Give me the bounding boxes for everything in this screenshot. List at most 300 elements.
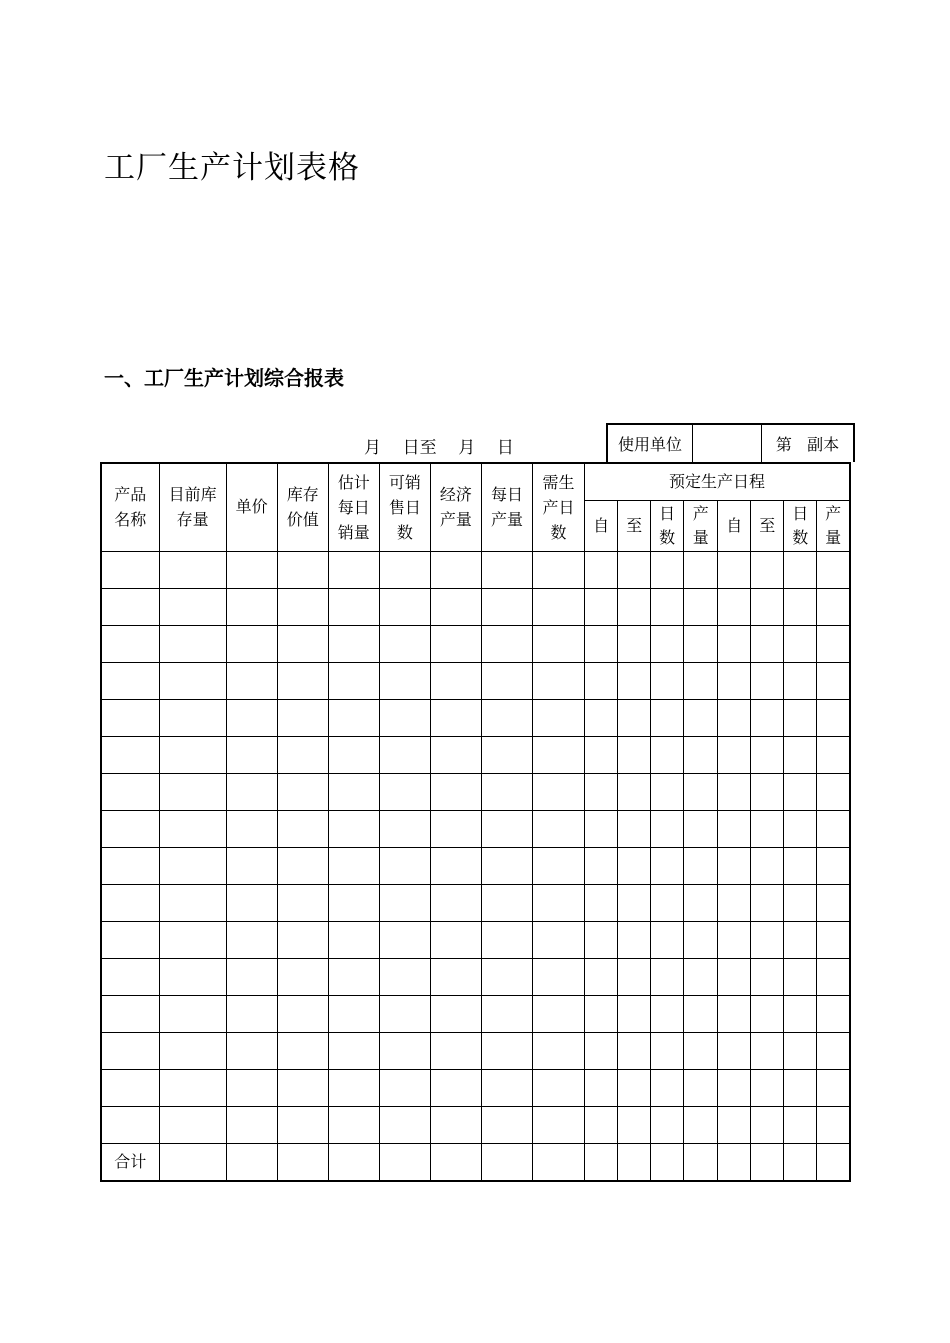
table-cell[interactable]: [226, 995, 277, 1032]
table-cell[interactable]: [684, 847, 718, 884]
table-cell[interactable]: [684, 736, 718, 773]
table-cell[interactable]: [585, 1106, 618, 1143]
table-cell[interactable]: [159, 995, 226, 1032]
table-cell[interactable]: [226, 847, 277, 884]
header-schedule-from-2: 自: [718, 500, 751, 551]
table-cell[interactable]: [618, 1069, 651, 1106]
table-cell[interactable]: [159, 884, 226, 921]
table-cell[interactable]: [226, 1032, 277, 1069]
table-cell[interactable]: [684, 884, 718, 921]
table-cell[interactable]: [817, 1106, 850, 1143]
table-cell[interactable]: [277, 995, 328, 1032]
table-cell[interactable]: [784, 625, 817, 662]
table-cell[interactable]: [430, 773, 481, 810]
table-cell[interactable]: [751, 662, 784, 699]
table-cell[interactable]: [481, 1106, 532, 1143]
table-cell[interactable]: [159, 588, 226, 625]
table-cell[interactable]: [481, 625, 532, 662]
table-cell[interactable]: [159, 1069, 226, 1106]
table-cell[interactable]: [430, 699, 481, 736]
table-cell[interactable]: [751, 958, 784, 995]
table-cell[interactable]: [481, 884, 532, 921]
table-cell[interactable]: [101, 1069, 159, 1106]
table-cell[interactable]: [684, 773, 718, 810]
table-cell[interactable]: [585, 662, 618, 699]
table-cell[interactable]: [751, 884, 784, 921]
table-cell[interactable]: [618, 588, 651, 625]
table-cell[interactable]: [101, 1032, 159, 1069]
table-cell[interactable]: [651, 1032, 684, 1069]
table-cell[interactable]: [328, 1106, 379, 1143]
table-cell[interactable]: [651, 625, 684, 662]
table-cell[interactable]: [379, 773, 430, 810]
header-economic-output: 经济产量: [430, 463, 481, 551]
table-cell[interactable]: [277, 1032, 328, 1069]
header-daily-output: 每日产量: [481, 463, 532, 551]
table-cell[interactable]: [226, 884, 277, 921]
table-row: [101, 958, 850, 995]
table-cell[interactable]: [784, 736, 817, 773]
table-cell[interactable]: [533, 847, 585, 884]
table-cell[interactable]: [718, 699, 751, 736]
table-cell[interactable]: [817, 958, 850, 995]
table-cell[interactable]: [533, 810, 585, 847]
table-cell[interactable]: [784, 1106, 817, 1143]
table-cell[interactable]: [379, 921, 430, 958]
table-cell[interactable]: [533, 1069, 585, 1106]
table-cell[interactable]: [159, 699, 226, 736]
table-cell[interactable]: [585, 995, 618, 1032]
table-cell[interactable]: [585, 884, 618, 921]
table-cell[interactable]: [533, 773, 585, 810]
total-cell[interactable]: [817, 1143, 850, 1181]
table-cell[interactable]: [751, 551, 784, 588]
table-cell[interactable]: [533, 662, 585, 699]
table-cell[interactable]: [618, 625, 651, 662]
table-cell[interactable]: [585, 1032, 618, 1069]
table-cell[interactable]: [379, 588, 430, 625]
table-cell[interactable]: [618, 736, 651, 773]
table-cell[interactable]: [784, 662, 817, 699]
table-cell[interactable]: [817, 921, 850, 958]
unit-value-field[interactable]: [692, 425, 761, 462]
table-cell[interactable]: [101, 921, 159, 958]
table-cell[interactable]: [101, 736, 159, 773]
table-cell[interactable]: [618, 958, 651, 995]
table-cell[interactable]: [751, 625, 784, 662]
table-cell[interactable]: [101, 995, 159, 1032]
table-cell[interactable]: [328, 699, 379, 736]
table-cell[interactable]: [751, 847, 784, 884]
table-cell[interactable]: [328, 884, 379, 921]
table-cell[interactable]: [277, 773, 328, 810]
table-cell[interactable]: [430, 588, 481, 625]
table-cell[interactable]: [651, 958, 684, 995]
table-cell[interactable]: [277, 588, 328, 625]
table-cell[interactable]: [684, 921, 718, 958]
total-cell[interactable]: [430, 1143, 481, 1181]
table-cell[interactable]: [817, 1032, 850, 1069]
table-cell[interactable]: [379, 699, 430, 736]
table-cell[interactable]: [379, 1069, 430, 1106]
table-cell[interactable]: [817, 625, 850, 662]
table-cell[interactable]: [718, 1106, 751, 1143]
table-row: [101, 699, 850, 736]
table-cell[interactable]: [159, 921, 226, 958]
table-cell[interactable]: [159, 662, 226, 699]
table-cell[interactable]: [817, 884, 850, 921]
table-cell[interactable]: [328, 773, 379, 810]
table-cell[interactable]: [430, 736, 481, 773]
table-cell[interactable]: [277, 884, 328, 921]
table-cell[interactable]: [226, 921, 277, 958]
table-cell[interactable]: [585, 958, 618, 995]
table-cell[interactable]: [481, 921, 532, 958]
table-cell[interactable]: [101, 958, 159, 995]
table-cell[interactable]: [533, 588, 585, 625]
table-cell[interactable]: [817, 773, 850, 810]
table-cell[interactable]: [277, 958, 328, 995]
table-cell[interactable]: [481, 736, 532, 773]
table-cell[interactable]: [277, 810, 328, 847]
table-cell[interactable]: [751, 995, 784, 1032]
table-cell[interactable]: [277, 847, 328, 884]
table-cell[interactable]: [277, 1106, 328, 1143]
table-cell[interactable]: [379, 884, 430, 921]
table-cell[interactable]: [585, 551, 618, 588]
table-cell[interactable]: [430, 847, 481, 884]
table-cell[interactable]: [784, 995, 817, 1032]
table-cell[interactable]: [751, 588, 784, 625]
table-cell[interactable]: [585, 847, 618, 884]
total-cell[interactable]: [751, 1143, 784, 1181]
table-cell[interactable]: [751, 773, 784, 810]
table-cell[interactable]: [481, 995, 532, 1032]
table-cell[interactable]: [585, 1069, 618, 1106]
table-cell[interactable]: [379, 995, 430, 1032]
table-cell[interactable]: [430, 810, 481, 847]
table-cell[interactable]: [651, 810, 684, 847]
table-cell[interactable]: [533, 551, 585, 588]
table-cell[interactable]: [817, 847, 850, 884]
table-cell[interactable]: [585, 921, 618, 958]
table-cell[interactable]: [277, 736, 328, 773]
total-cell[interactable]: [226, 1143, 277, 1181]
table-cell[interactable]: [277, 625, 328, 662]
table-cell[interactable]: [718, 736, 751, 773]
table-cell[interactable]: [533, 921, 585, 958]
table-cell[interactable]: [226, 958, 277, 995]
table-cell[interactable]: [101, 662, 159, 699]
table-cell[interactable]: [481, 588, 532, 625]
table-cell[interactable]: [101, 810, 159, 847]
table-cell[interactable]: [481, 847, 532, 884]
total-cell[interactable]: [585, 1143, 618, 1181]
table-cell[interactable]: [784, 884, 817, 921]
table-cell[interactable]: [817, 1069, 850, 1106]
table-cell[interactable]: [277, 699, 328, 736]
table-cell[interactable]: [226, 588, 277, 625]
table-cell[interactable]: [784, 958, 817, 995]
table-cell[interactable]: [430, 551, 481, 588]
table-cell[interactable]: [784, 551, 817, 588]
table-cell[interactable]: [651, 773, 684, 810]
table-cell[interactable]: [751, 1032, 784, 1069]
table-cell[interactable]: [718, 958, 751, 995]
table-cell[interactable]: [226, 1069, 277, 1106]
table-cell[interactable]: [784, 1069, 817, 1106]
table-cell[interactable]: [277, 662, 328, 699]
table-cell[interactable]: [784, 588, 817, 625]
table-cell[interactable]: [277, 551, 328, 588]
table-cell[interactable]: [101, 625, 159, 662]
table-cell[interactable]: [430, 1106, 481, 1143]
table-cell[interactable]: [817, 699, 850, 736]
table-cell[interactable]: [751, 699, 784, 736]
table-cell[interactable]: [277, 921, 328, 958]
table-cell[interactable]: [585, 588, 618, 625]
table-cell[interactable]: [379, 847, 430, 884]
table-cell[interactable]: [328, 958, 379, 995]
table-cell[interactable]: [328, 588, 379, 625]
table-cell[interactable]: [585, 810, 618, 847]
table-cell[interactable]: [718, 921, 751, 958]
table-cell[interactable]: [379, 1032, 430, 1069]
table-cell[interactable]: [379, 958, 430, 995]
table-cell[interactable]: [226, 810, 277, 847]
table-cell[interactable]: [533, 625, 585, 662]
table-cell[interactable]: [159, 773, 226, 810]
table-cell[interactable]: [328, 1032, 379, 1069]
table-cell[interactable]: [684, 995, 718, 1032]
table-cell[interactable]: [226, 625, 277, 662]
total-cell[interactable]: [379, 1143, 430, 1181]
table-cell[interactable]: [585, 773, 618, 810]
table-cell[interactable]: [379, 625, 430, 662]
table-cell[interactable]: [430, 662, 481, 699]
table-cell[interactable]: [718, 847, 751, 884]
table-cell[interactable]: [226, 736, 277, 773]
table-cell[interactable]: [784, 699, 817, 736]
total-cell[interactable]: [684, 1143, 718, 1181]
table-cell[interactable]: [684, 1069, 718, 1106]
table-cell[interactable]: [651, 884, 684, 921]
table-cell[interactable]: [718, 551, 751, 588]
table-cell[interactable]: [684, 699, 718, 736]
table-cell[interactable]: [618, 810, 651, 847]
table-cell[interactable]: [328, 810, 379, 847]
table-row: [101, 551, 850, 588]
table-cell[interactable]: [718, 884, 751, 921]
table-cell[interactable]: [101, 588, 159, 625]
table-cell[interactable]: [328, 1069, 379, 1106]
total-cell[interactable]: [159, 1143, 226, 1181]
table-cell[interactable]: [585, 736, 618, 773]
table-cell[interactable]: [328, 995, 379, 1032]
table-cell[interactable]: [328, 736, 379, 773]
table-cell[interactable]: [159, 1032, 226, 1069]
table-cell[interactable]: [481, 551, 532, 588]
table-cell[interactable]: [651, 551, 684, 588]
table-cell[interactable]: [684, 551, 718, 588]
table-cell[interactable]: [684, 662, 718, 699]
table-cell[interactable]: [430, 1069, 481, 1106]
table-cell[interactable]: [817, 736, 850, 773]
table-cell[interactable]: [784, 810, 817, 847]
table-cell[interactable]: [159, 551, 226, 588]
table-cell[interactable]: [651, 1106, 684, 1143]
table-cell[interactable]: [481, 699, 532, 736]
table-cell[interactable]: [226, 773, 277, 810]
table-cell[interactable]: [101, 699, 159, 736]
table-cell[interactable]: [226, 662, 277, 699]
table-cell[interactable]: [718, 810, 751, 847]
table-cell[interactable]: [718, 1069, 751, 1106]
table-cell[interactable]: [430, 958, 481, 995]
table-cell[interactable]: [751, 736, 784, 773]
table-cell[interactable]: [585, 625, 618, 662]
table-cell[interactable]: [481, 1032, 532, 1069]
table-cell[interactable]: [651, 921, 684, 958]
table-cell[interactable]: [684, 1032, 718, 1069]
table-cell[interactable]: [618, 699, 651, 736]
table-cell[interactable]: [328, 847, 379, 884]
date-range: 月 日至 月 日: [364, 438, 514, 458]
table-cell[interactable]: [618, 995, 651, 1032]
table-cell[interactable]: [379, 662, 430, 699]
table-cell[interactable]: [684, 958, 718, 995]
table-cell[interactable]: [159, 1106, 226, 1143]
total-cell[interactable]: [784, 1143, 817, 1181]
table-cell[interactable]: [533, 1106, 585, 1143]
table-cell[interactable]: [430, 1032, 481, 1069]
table-cell[interactable]: [533, 884, 585, 921]
total-cell[interactable]: [718, 1143, 751, 1181]
total-cell[interactable]: [481, 1143, 532, 1181]
header-schedule-days-2: 日数: [784, 500, 817, 551]
table-cell[interactable]: [533, 958, 585, 995]
total-cell[interactable]: [651, 1143, 684, 1181]
table-cell[interactable]: [751, 1106, 784, 1143]
header-est-daily-sales: 估计每日销量: [328, 463, 379, 551]
table-cell[interactable]: [533, 1032, 585, 1069]
table-cell[interactable]: [718, 995, 751, 1032]
table-cell[interactable]: [817, 551, 850, 588]
table-cell[interactable]: [159, 736, 226, 773]
table-cell[interactable]: [101, 773, 159, 810]
table-cell[interactable]: [226, 551, 277, 588]
table-cell[interactable]: [101, 551, 159, 588]
total-cell[interactable]: [533, 1143, 585, 1181]
table-cell[interactable]: [684, 625, 718, 662]
table-cell[interactable]: [430, 921, 481, 958]
table-cell[interactable]: [718, 588, 751, 625]
table-cell[interactable]: [618, 662, 651, 699]
header-schedule-days-1: 日数: [651, 500, 684, 551]
table-cell[interactable]: [379, 736, 430, 773]
table-cell[interactable]: [481, 958, 532, 995]
table-cell[interactable]: [159, 810, 226, 847]
table-cell[interactable]: [481, 1069, 532, 1106]
table-cell[interactable]: [585, 699, 618, 736]
total-cell[interactable]: [328, 1143, 379, 1181]
table-cell[interactable]: [533, 699, 585, 736]
table-cell[interactable]: [379, 551, 430, 588]
table-cell[interactable]: [159, 847, 226, 884]
table-cell[interactable]: [618, 1106, 651, 1143]
table-cell[interactable]: [618, 847, 651, 884]
table-cell[interactable]: [618, 1032, 651, 1069]
table-cell[interactable]: [533, 995, 585, 1032]
table-cell[interactable]: [684, 810, 718, 847]
table-cell[interactable]: [651, 662, 684, 699]
table-cell[interactable]: [718, 773, 751, 810]
table-cell[interactable]: [101, 884, 159, 921]
table-cell[interactable]: [817, 810, 850, 847]
table-cell[interactable]: [784, 921, 817, 958]
table-cell[interactable]: [481, 810, 532, 847]
table-cell[interactable]: [684, 588, 718, 625]
table-cell[interactable]: [328, 662, 379, 699]
table-row: [101, 921, 850, 958]
table-cell[interactable]: [651, 588, 684, 625]
table-cell[interactable]: [651, 1069, 684, 1106]
table-cell[interactable]: [101, 1106, 159, 1143]
table-cell[interactable]: [718, 662, 751, 699]
table-cell[interactable]: [159, 958, 226, 995]
table-cell[interactable]: [784, 773, 817, 810]
table-cell[interactable]: [784, 847, 817, 884]
table-cell[interactable]: [651, 847, 684, 884]
table-cell[interactable]: [784, 1032, 817, 1069]
table-cell[interactable]: [226, 699, 277, 736]
table-cell[interactable]: [817, 588, 850, 625]
table-cell[interactable]: [751, 810, 784, 847]
table-cell[interactable]: [481, 662, 532, 699]
table-cell[interactable]: [618, 921, 651, 958]
table-cell[interactable]: [159, 625, 226, 662]
table-cell[interactable]: [328, 921, 379, 958]
table-cell[interactable]: [328, 625, 379, 662]
table-cell[interactable]: [651, 995, 684, 1032]
table-cell[interactable]: [430, 625, 481, 662]
table-cell[interactable]: [718, 625, 751, 662]
table-cell[interactable]: [618, 773, 651, 810]
total-cell[interactable]: [277, 1143, 328, 1181]
table-cell[interactable]: [379, 810, 430, 847]
table-cell[interactable]: [481, 773, 532, 810]
table-cell[interactable]: [328, 551, 379, 588]
table-cell[interactable]: [684, 1106, 718, 1143]
table-cell[interactable]: [277, 1069, 328, 1106]
table-cell[interactable]: [101, 847, 159, 884]
table-cell[interactable]: [618, 884, 651, 921]
table-cell[interactable]: [430, 884, 481, 921]
table-cell[interactable]: [651, 699, 684, 736]
table-cell[interactable]: [618, 551, 651, 588]
total-cell[interactable]: [618, 1143, 651, 1181]
table-cell[interactable]: [533, 736, 585, 773]
table-cell[interactable]: [226, 1106, 277, 1143]
table-cell[interactable]: [817, 662, 850, 699]
table-cell[interactable]: [379, 1106, 430, 1143]
table-cell[interactable]: [751, 921, 784, 958]
table-cell[interactable]: [651, 736, 684, 773]
table-cell[interactable]: [751, 1069, 784, 1106]
table-cell[interactable]: [430, 995, 481, 1032]
table-cell[interactable]: [817, 995, 850, 1032]
table-cell[interactable]: [718, 1032, 751, 1069]
